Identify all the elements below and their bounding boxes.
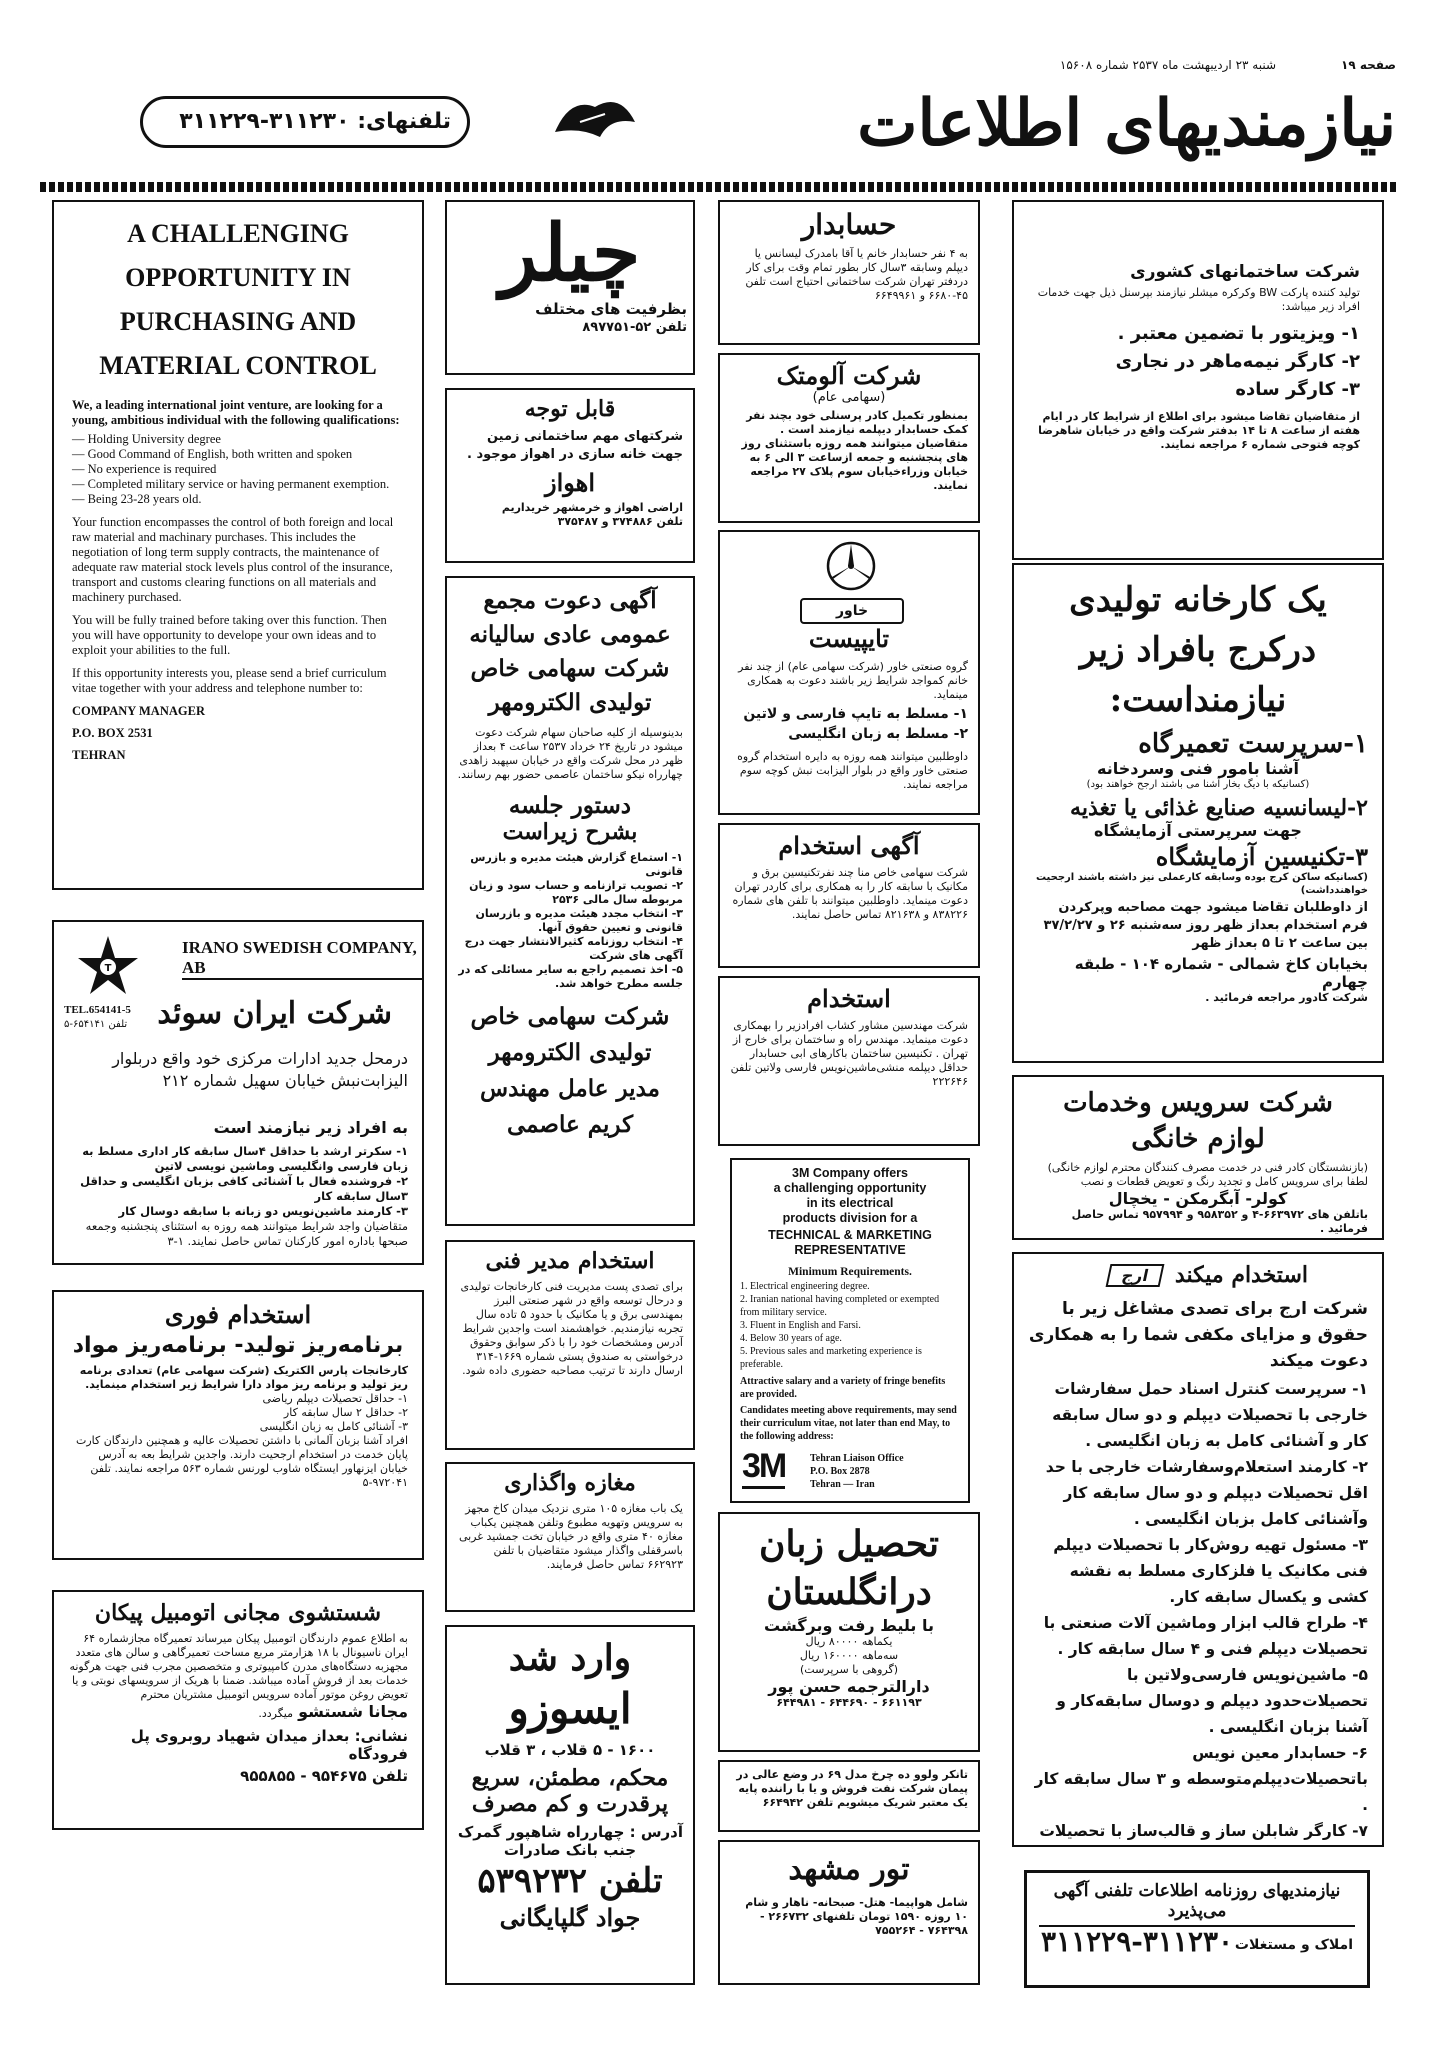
study-title-1: تحصیل زبان [759,1523,939,1565]
alumtek-title: شرکت آلومتک [776,361,922,390]
ad-general-assembly [445,576,695,1226]
3m-logo: 3M [742,1447,785,1489]
irano-swedish-need: به افراد زیر نیازمند است [213,1118,408,1137]
factory-item-1-note: (کسانیکه با دیگ بخار آشنا می باشند ارجح خواهند بود) [1086,779,1310,790]
attention-city: اهواز [545,468,595,497]
3m-office-1: Tehran Liaison Office [810,1453,904,1464]
assembly-sign-1: شرکت سهامی خاص [470,1003,670,1030]
urgent-item: ۱- حداقل تحصیلات دیپلم ریاضی [262,1392,408,1405]
assembly-sign-2: تولیدی الکترومهر [488,1039,652,1066]
typist-body: گروه صنعتی خاور (شرکت سهامی عام) از چند نفر خانم کمواجد شرایط زیر باشند دعوت به همکاری مینماید. [738,660,968,701]
khavar-logo: خاور [800,598,904,624]
header-topline [40,58,1396,76]
3m-office-3: Tehran — Iran [810,1479,875,1490]
irano-swedish-tel: TEL.654141-5 [64,1004,131,1016]
isuzu-features-1: محکم، مطمئن، سریع [471,1765,669,1791]
ad-alumtek [718,353,980,523]
urgent-footer: افراد آشنا بزبان آلمانی با داشتن تحصیلات عالیه و همچنین دارندگان کارت پایان خدمت در استخدام ارجحیت دارند. واجدین شرایط بعه به آدرس خیابان ایزنهاور ایستگاه شاوب لورنس شماره ۵۶۳ مراجعه نمایند. تلفن ۹۷۲۰۴۱-۵ [75,1434,408,1489]
recruit2-body: شرکت مهندسین مشاور کشاب افرادزیر را بهمکاری دعوت مینماید. مهندس راه و ساختمان برای خارج از تهران . تکنیسین ساختمان باکارهای ابی حسابدار حداقل دیپلمه منشی‌ماشین‌نویس فارسی ولاتین تلفن ۲۲۲۶۴۶ [730,1019,968,1088]
urgent-body: کارخانجات پارس الکتریک (شرکت سهامی عام) تعدادی برنامه ریز تولید و برنامه ریز مواد دارا شرایط زیر استخدام مینماید. [79,1364,408,1391]
assembly-sign-4: کریم عاصمی [506,1111,634,1138]
typist-item: ۱- مسلط به تایپ فارسی و لاتین [743,706,968,722]
arj-item: ۴- طراح قالب ابزار وماشین آلات صنعتی با تحصیلات دیپلم فنی و ۴ سال سابقه کار . [1043,1614,1368,1658]
agenda-item: ۱- استماع گزارش هیئت مدیره و بازرس قانونی [470,851,683,878]
ad-purchasing-title-3: PURCHASING AND [119,307,357,336]
urgent-subtitle: برنامه‌ریز تولید- برنامه‌ریز مواد [72,1333,404,1358]
factory-item-3-note: (کسانیکه ساکن کرج بوده وسابقه کارعملی نیز داشته باشند ارجحیت خواهندداشت) [1035,872,1368,896]
service-items: کولر- آبگرمکن - یخچال [1108,1189,1288,1208]
ad-carwash [52,1590,424,1830]
3m-req-title: Minimum Requirements. [788,1266,912,1278]
alumtek-body: بمنظور تکمیل کادر پرسنلی خود بچند نفر کمک حسابدار دیپلمه نیازمند است . متقاضیان میتوانند همه روزه باستثنای روز های پنجشنبه و جمعه ازساعت ۳ الی ۶ به خیابان وزراءخیابان سوم پلاک ۲۷ مراجعه نمایند. [741,409,968,492]
chiller-sub: بظرفیت های مختلف [535,300,687,318]
recruit2-title: استخدام [807,984,891,1013]
ad-chiller [445,200,695,375]
service-body: (بازنشستگان کادر فنی در خدمت مصرف کنندگان محترم لوازم خانگی) لطفا برای سرویس کامل و تجدید رنگ و تعویض قطعات و نصب [1047,1161,1368,1188]
study-group: (گروهی با سرپرست) [799,1663,898,1676]
assembly-agenda-sub: بشرح زیراست [502,819,638,845]
ad-tanker [718,1760,980,1832]
svg-text:T: T [104,963,112,974]
service-title-1: شرکت سرویس وخدمات [1063,1088,1333,1118]
factory-title-1: یک کارخانه تولیدی [1069,580,1327,620]
study-price-2: سه‌ماهه ۱۶۰۰۰۰ ریال [799,1649,899,1662]
isuzu-address-1: آدرس : چهارراه شاهپور گمرک [457,1823,683,1841]
ad-irano-swedish [52,920,424,1265]
address-line: TEHRAN [72,748,126,762]
footer-ad-phones: ۳۱۱۲۲۹-۳۱۱۲۳۰ [1041,1925,1234,1958]
ad-mashhad-tour [718,1840,980,1985]
masthead-title: نیازمندیهای اطلاعات [857,86,1396,161]
shop-title: مغازه واگذاری [504,1470,636,1496]
3m-title-4: products division for a [782,1211,918,1225]
ad-construction [1012,200,1384,560]
ad-attention [445,388,695,563]
chiller-title: چیلر [499,208,641,299]
isuzu-features-2: پرقدرت و کم مصرف [471,1791,669,1817]
isuzu-title-1: وارد شد [508,1637,632,1679]
agenda-item: ۴- انتخاب روزنامه کثیرالانتشار جهت درج آگهی های شرکت [464,935,683,962]
ad-purchasing-para-3: If this opportunity interests you, please send a brief curriculum vitae together with your address and telephone number to: [72,666,387,695]
assembly-sign-3: مدیر عامل مهندس [480,1075,660,1102]
assembly-body: بدینوسیله از کلیه صاحبان سهام شرکت دعوت میشود در تاریخ ۲۴ خرداد ۲۵۳۷ ساعت ۴ بعداز ظهر در محل شرکت واقع در خیابان سپهبد زاهدی چهارراه نیکو ساختمان عاصمی حضور بهم رسانند. [457,726,683,781]
study-phones: ۶۶۱۱۹۳ - ۶۴۴۶۹۰ - ۶۴۴۹۸۱ [776,1696,922,1709]
ad-urgent-hire [52,1290,424,1560]
address-line: COMPANY MANAGER [72,704,205,718]
urgent-item: ۲- حداقل ۲ سال سابقه کار [283,1406,408,1419]
ad-home-appliance-service [1012,1075,1384,1240]
assembly-title-3: شرکت سهامی خاص [470,655,670,682]
shop-body: یک باب مغازه ۱۰۵ متری نزدیک میدان کاخ مجهز به سرویس وتهویه مطبوع وتلفن همچنین یکباب مغازه ۴۰ متری واقع در خیابان تخت جمشید غربی باسرقفلی واگذار میشود متقاضیان با تلفن ۶۶۲۹۲۳ تماس حاصل فرمایند. [458,1502,683,1571]
service-phones: باتلفن های ۶۶۳۹۷۲-۴ و ۹۵۸۳۵۲ و ۹۵۷۹۹۴ تماس حاصل فرمائید . [1071,1208,1368,1235]
attention-phone: تلفن ۳۷۴۸۸۶ و ۳۷۵۴۸۷ [557,515,683,528]
recruit1-title: آگهی استخدام [778,831,920,860]
masthead-emblem-icon [550,92,640,152]
typist-title: تایپیست [808,624,890,653]
mashhad-title: تور مشهد [788,1852,910,1887]
3m-title-3: in its electrical [806,1196,894,1210]
factory-title-3: نیازمنداست: [1109,680,1287,720]
isuzu-address-2: جنب بانک صادرات [503,1841,637,1859]
factory-title-2: درکرج بافراد زیر [1079,630,1317,670]
qualification-item: — Completed military service or having permanent exemption. [72,477,390,491]
factory-item-1-sub: آشنا بامور فنی وسردخانه [1097,759,1299,778]
factory-item-2: ۲-لیسانسیه صنایع غذائی یا تغذیه [1070,795,1368,821]
attention-body: شرکتهای مهم ساختمانی زمین جهت خانه سازی در اهواز موجود . [467,429,683,462]
ad-arj [1012,1252,1384,1847]
arj-item: ۷- کارگر شابلن ساز و قالب‌ساز با تحصیلات [1039,1822,1368,1840]
attention-title: قابل توجه [524,396,616,422]
ad-purchasing-title-4: MATERIAL CONTROL [99,351,377,380]
tech-manager-body: برای تصدی پست مدیریت فنی کارخانجات تولیدی و درحال توسعه واقع در شهر صنعتی البرز بمهندسی برق و یا مکانیک با حدود ۵ تاده سال تجربه نیازمندیم. خواهشمند است واجدین شرایط آدرس ومشخصات خود را با ذکر سوابق وحقوق درخواستی به صندوق پستی شماره ۱۶۶۹-۳۱۴ ارسال دارند تا ترتیب مصاحبه حضوری داده شود. [460,1280,683,1377]
accountant-title: حسابدار [801,208,897,241]
ad-study-england [718,1512,980,1752]
study-price-1: یکماهه ۸۰۰۰۰ ریال [805,1635,893,1648]
carwash-free: مجانا شستشو [298,1702,408,1721]
ad-shop [445,1462,695,1612]
3m-req-item: 2. Iranian national having completed or exempted from military service. [740,1294,940,1318]
study-title-2: درانگلستان [766,1571,932,1613]
study-sub: با بلیط رفت وبرگشت [764,1616,934,1635]
footer-phone-ad [1024,1870,1370,1988]
qualification-item: — No experience is required [72,462,217,476]
factory-body: از داوطلبان تقاضا میشود جهت مصاحبه وپرکردن فرم استخدام بعداز ظهر روز سه‌شنبه ۲۶ و ۳۷/۲/۲۷ بین ساعت ۲ تا ۵ بعداز ظهر [1043,900,1368,951]
agenda-item: ۵- اخذ تصمیم راجع به سایر مسائلی که در جلسه مطرح خواهد شد. [458,963,683,990]
isuzu-seller: جواد گلپایگانی [499,1903,641,1932]
mercedes-star-icon [825,540,877,592]
isuzu-phone: تلفن ۵۳۹۲۳۲ [477,1861,663,1901]
3m-position: TECHNICAL & MARKETING REPRESENTATIVE [768,1228,932,1257]
arj-title: استخدام میکند [1174,1262,1308,1288]
3m-req-item: 4. Below 30 years of age. [740,1333,842,1344]
3m-req-item: 1. Electrical engineering degree. [740,1281,870,1292]
irano-swedish-item: ۱- سکرتر ارشد با حداقل ۴سال سابقه کار اداری مسلط به زبان فارسی وانگلیسی وماشین نویسی لاتین [82,1144,408,1173]
page-label: صفحه ۱۹ [1341,58,1396,72]
factory-footer: شرکت کادور مراجعه فرمائید . [1205,991,1368,1004]
ad-purchasing [52,200,424,890]
assembly-title-2: عمومی عادی سالیانه [469,621,671,648]
arj-item: ۳- مسئول تهیه روش‌کار با تحصیلات دیپلم فنی مکانیک یا فلزکاری مسلط به نقشه کشی و یکسال سابقه کار. [1053,1536,1368,1606]
urgent-item: ۳- آشنائی کامل به زبان انگلیسی [259,1420,408,1433]
construction-footer: از متقاضیان تقاضا میشود برای اطلاع از شرایط کار در ایام هفته از ساعت ۸ تا ۱۴ بدفتر شرکت واقع در خیابان شاهرضا کوچه فتوحی شماره ۶ مراجعه نمایند. [1038,410,1360,451]
masthead-rule [40,182,1396,192]
chiller-phone: تلفن ۵۲-۸۹۷۷۵۱ [582,320,687,335]
ad-purchasing-intro: We, a leading international joint venture, are looking for a young, ambitious individual with the following qualifications: [72,398,400,427]
phone-banner-text: تلفنهای: ۳۱۱۲۳۰-۳۱۱۲۲۹ [179,109,451,134]
3m-para-1: Attractive salary and a variety of fringe benefits are provided. [740,1376,946,1400]
carwash-address: نشانی: بعداز میدان شهیاد روبروی پل فرودگاه [130,1727,408,1763]
footer-ad-line-1: نیازمندیهای روزنامه اطلاعات تلفنی آگهی می‌پذیرد [1039,1881,1355,1927]
tech-manager-title: استخدام مدیر فنی [485,1248,655,1274]
construction-body: تولید کننده پارکت BW وکرکره میشلر نیازمند بپرسنل ذیل جهت خدمات افراد زیر میباشد: [1037,286,1360,313]
agenda-item: ۲- تصویب ترازنامه و حساب سود و زیان مربوطه سال مالی ۲۵۳۶ [469,879,683,906]
ad-purchasing-para-2: You will be fully trained before taking over this function. Then you will have opportunity to develope your own ideas and to exploit your abilities to the full. [72,613,387,657]
arj-item: ۶- حسابدار معین نویس باتحصیلات‌دیپلم‌متوسطه و ۳ سال سابقه کار . [1034,1744,1368,1814]
address-line: P.O. BOX 2531 [72,726,153,740]
construction-item: ۲- کارگر نیمه‌ماهر در نجاری [1115,351,1360,372]
assembly-agenda-title: دستور جلسه [508,792,632,819]
factory-item-1: ۱-سرپرست تعمیرگاه [1138,729,1368,759]
irano-swedish-tel-fa: تلفن ۶۵۴۱۴۱-۵ [64,1019,128,1030]
irano-swedish-name-fa: شرکت ایران سوئد [157,996,392,1031]
ad-accountant [718,200,980,345]
irano-swedish-footer: متقاضیان واجد شرایط میتوانند همه روزه به استثنای پنجشنبه وجمعه صبحها باداره امور کارکنان تماس حاصل نمایند. ۱-۳ [85,1219,408,1248]
3m-title-2: a challenging opportunity [773,1181,927,1195]
irano-swedish-name-en: IRANO SWEDISH COMPANY, AB [182,938,422,980]
qualification-item: — Good Command of English, both written and spoken [72,447,353,461]
carwash-phones: تلفن ۹۵۴۶۷۵ - ۹۵۵۸۵۵ [240,1767,408,1785]
arj-item: ۱- سرپرست کنترل اسناد حمل سفارشات خارجی با تحصیلات دیپلم و دو سال سابقه کار و آشنائی کامل به زبان انگلیسی . [1052,1380,1368,1450]
accountant-body: به ۴ نفر حسابدار خانم یا آقا بامدرک لیسانس یا دیپلم وسابقه ۳سال کار بطور تمام وقت برای کار دردفتر تهران شرکت ساختمانی احتیاج است تلفن ۴۵-۶۶۸۰ و ۶۶۴۹۹۶۱ [745,247,968,302]
ad-3m [730,1158,970,1503]
3m-req-item: 5. Previous sales and marketing experience is preferable. [740,1346,922,1370]
factory-address: بخیابان کاخ شمالی - شماره ۱۰۴ - طبقه چهارم [1074,955,1368,991]
ad-purchasing-title-1: A CHALLENGING [127,219,349,248]
ad-tech-manager [445,1240,695,1450]
mashhad-body: شامل هواپیما- هتل- صبحانه- ناهار و شام ۱۰ روزه ۱۵۹۰ تومان تلفنهای ۲۶۶۷۳۲ - ۷۶۴۳۹۸ - ۷۵۵۲۶۴ [745,1896,968,1937]
3m-para-2: Candidates meeting above requirements, may send their curriculum vitae, not later than end May, to the following address: [740,1405,957,1442]
irano-swedish-item: ۳- کارمند ماشین‌نویس دو زبانه با سابقه دوسال کار [118,1204,408,1218]
ad-typist [718,530,980,815]
assembly-title-4: تولیدی الکترومهر [488,689,652,716]
assembly-title-1: آگهی دعوت مجمع [483,587,657,614]
carwash-end: میگردد. [258,1707,294,1720]
footer-ad-line-2: املاک و مستغلات [1234,1937,1353,1953]
attention-body2: اراضی اهواز و خرمشهر خریداریم [501,501,683,514]
ad-isuzu [445,1625,695,1985]
qualification-item: — Being 23-28 years old. [72,492,202,506]
study-org: دارالترجمه حسن پور [768,1677,930,1696]
typist-item: ۲- مسلط به زبان انگلیسی [788,726,968,742]
phone-banner [140,96,470,148]
qualification-item: — Holding University degree [72,432,221,446]
service-title-2: لوازم خانگی [1131,1124,1265,1154]
construction-company: شرکت ساختمانهای کشوری [1130,262,1360,282]
urgent-title: استخدام فوری [164,1300,312,1329]
arj-item: ۲- کارمند استعلام‌وسفارشات خارجی با حد اقل تحصیلات دیپلم و دو سال سابقه کار وآشنائی کامل بزبان انگلیسی . [1045,1458,1368,1528]
ad-purchasing-para-1: Your function encompasses the control of both foreign and local raw material and machinary purchases. This includes the negotiation of long term supply contracts, the maintenance of adequate raw material stock levels plus control of the insurance, transport and customs clearing functions on all materials and machinery purchased. [72,515,394,604]
issue-date: شنبه ۲۳ اردیبهشت ماه ۲۵۳۷ شماره ۱۵۶۰۸ [1059,58,1276,72]
arj-logo: ارج [1106,1264,1165,1287]
ad-purchasing-title-2: OPPORTUNITY IN [125,263,351,292]
arj-intro: شرکت ارج برای تصدی مشاغل زیر با حقوق و مزایای مکفی شما را به همکاری دعوت میکند [1028,1299,1368,1371]
carwash-body: به اطلاع عموم دارندگان اتومبیل پیکان میرساند تعمیرگاه مجازشماره ۶۴ ایران ناسیونال با ۱۸ هزارمتر مربع مساحت تعمیرگاهی و سالن های متعدد مجهزبه دستگاه‌های مدرن کامپیوتری و متخصصین مجرب فنی جهت هرگونه خدمات بعد از فروش آماده میباشد. ضمنا با هریک از سرویسهای نوبتی و یا تعویض روغن موتور آماده سرویس اتومبیل مشتریان محترم [69,1632,408,1701]
isuzu-specs: ۱۶۰۰ - ۵ قلاب ، ۳ قلاب [484,1741,656,1759]
ad-recruitment-kashab [718,976,980,1146]
irano-swedish-item: ۲- فروشنده فعال با آشنائی کافی بزبان انگلیسی و حداقل ۳سال سابقه کار [80,1174,408,1203]
isuzu-title-2: ایسوزو [508,1684,632,1733]
ad-recruitment-mena [718,823,980,968]
ad-karaj-factory [1012,563,1384,1063]
arj-item: ۵- ماشین‌نویس فارسی‌ولاتین با تحصیلات‌حدود دیپلم و دوسال سابقه‌کار و آشنا بزبان انگلیسی . [1056,1666,1368,1736]
star-logo-icon [76,934,140,996]
recruit1-body: شرکت سهامی خاص منا چند نفرتکنیسین برق و مکانیک با سابقه کار را به همکاری برای کاردر تهران دعوت مینماید. داوطلبین میتوانند با تلفن های شماره ۸۳۸۲۲۶ و ۸۲۱۶۳۸ تماس حاصل نمایند. [732,866,968,921]
irano-swedish-body: درمحل جدید ادارات مرکزی خود واقع دربلوار الیزابت‌نبش خیابان سهیل شماره ۲۱۲ [112,1049,408,1090]
3m-office-2: P.O. Box 2878 [810,1466,870,1477]
alumtek-sub: (سهامی عام) [812,390,886,405]
tanker-body: تانکر ولوو ده چرخ مدل ۶۹ در وضع عالی در پیمان شرکت نفت فروش و یا با راننده پایه یک معتبر شریک میشویم تلفن ۶۶۴۹۴۲ [736,1768,968,1809]
agenda-item: ۳- انتخاب مجدد هیئت مدیره و بازرسان قانونی و تعیین حقوق آنها. [475,907,683,934]
3m-title-1: 3M Company offers [792,1166,908,1180]
construction-item: ۱- ویزیتور با تضمین معتبر . [1117,323,1360,344]
typist-footer: داوطلبین میتوانند همه روزه به دایره استخدام گروه صنعتی خاور واقع در بلوار الیزابت نبش کوچه سوم مراجعه نمایند. [737,750,968,791]
3m-req-item: 3. Fluent in English and Farsi. [740,1320,861,1331]
carwash-title: شستشوی مجانی اتومبیل پیکان [94,1600,382,1626]
factory-item-2-sub: جهت سرپرستی آزمایشگاه [1094,821,1302,840]
construction-item: ۳- کارگر ساده [1235,379,1360,400]
factory-item-3: ۳-تکنیسین آزمایشگاه [1155,842,1368,871]
